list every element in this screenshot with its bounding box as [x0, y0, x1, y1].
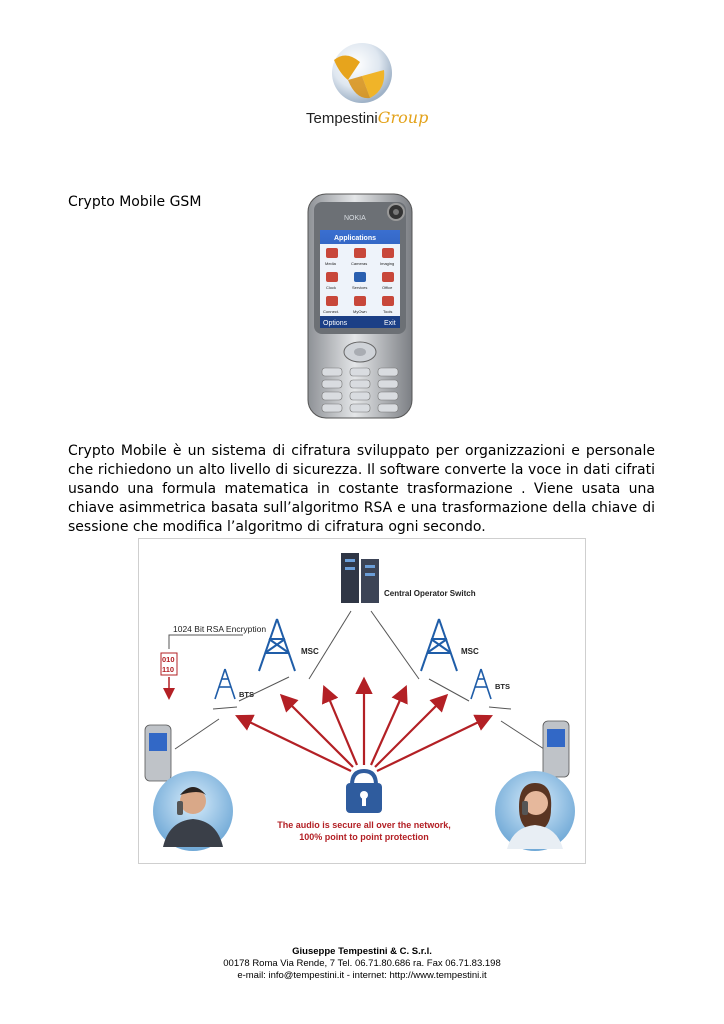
- encryption-bits-line1: 010: [162, 655, 175, 664]
- man-avatar: [153, 771, 233, 851]
- bts-tower-right-icon: [471, 669, 491, 699]
- bts-tower-left-icon: [215, 669, 235, 699]
- msc-tower-right-icon: [421, 619, 457, 671]
- svg-text:Services: Services: [352, 285, 368, 290]
- diagram-caption-line1: The audio is secure all over the network,: [277, 820, 451, 830]
- woman-avatar: [495, 771, 575, 851]
- encryption-bits-line2: 110: [162, 665, 175, 674]
- small-phone-right-icon: [543, 721, 569, 777]
- softkey-right: Exit: [384, 320, 396, 327]
- network-diagram: [138, 538, 586, 864]
- diagram-caption-line2: 100% point to point protection: [299, 832, 429, 842]
- document-title: Crypto Mobile GSM: [68, 194, 202, 210]
- nokia-phone-image: [300, 190, 420, 420]
- svg-text:Media: Media: [325, 261, 336, 266]
- phone-screen-title: Applications: [334, 235, 377, 242]
- svg-text:Clock: Clock: [326, 285, 337, 290]
- central-switch-label: Central Operator Switch: [384, 589, 476, 598]
- bts-left-label: BTS: [239, 690, 254, 699]
- phone-brand-text: NOKIA: [344, 215, 366, 222]
- description-paragraph: Crypto Mobile è un sistema di cifratura sviluppato per organizzazioni e personale che richiedono un alto livello di sicurezza. Il software converte la voce in dati cifrati usando una formula matematica in costante trasformazione . Viene usata una chiave asimmetrica basata sull’algoritmo RSA e una trasformazione della chiave di sessione che modifica l’algoritmo di cifratura ogni secondo.: [68, 443, 655, 535]
- central-switch-server-icon: [341, 553, 379, 603]
- svg-text:Office: Office: [382, 285, 393, 290]
- msc-right-label: MSC: [461, 647, 479, 656]
- svg-text:Imaging: Imaging: [380, 261, 395, 266]
- svg-text:Tools: Tools: [383, 309, 393, 314]
- footer-contacts: e-mail: info@tempestini.it - internet: http://www.tempestini.it: [237, 970, 487, 981]
- bts-right-label: BTS: [495, 682, 510, 691]
- encryption-label: 1024 Bit RSA Encryption: [173, 624, 267, 634]
- footer-company: Giuseppe Tempestini & C. S.r.l.: [292, 946, 432, 957]
- svg-text:MyOwn: MyOwn: [353, 309, 367, 314]
- msc-left-label: MSC: [301, 647, 319, 656]
- footer-address: 00178 Roma Via Rende, 7 Tel. 06.71.80.686 ra. Fax 06.71.83.198: [223, 958, 501, 969]
- svg-text:Cameras: Cameras: [351, 261, 368, 266]
- small-phone-left-icon: [145, 725, 171, 781]
- lock-icon: [346, 771, 382, 813]
- logo-text: TempestiniGroup: [306, 108, 429, 127]
- softkey-left: Options: [323, 320, 348, 327]
- svg-text:Connect.: Connect.: [323, 309, 340, 314]
